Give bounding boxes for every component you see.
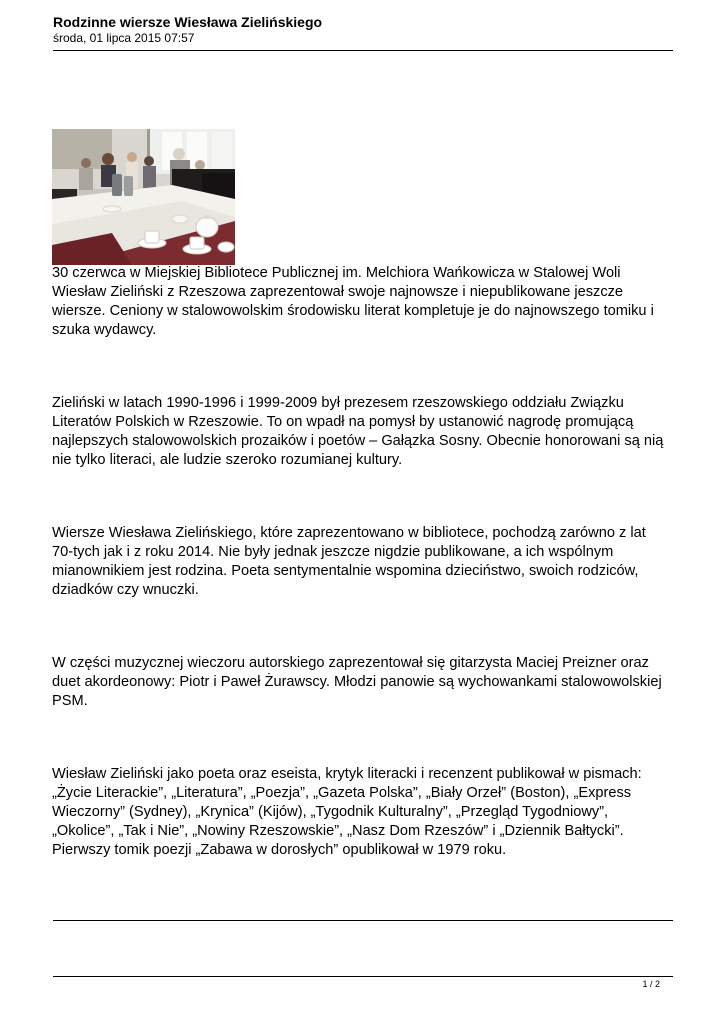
text-line: „Życie Literackie”, „Literatura”, „Poezja”, „Gazeta Polska”, „Biały Orzeł” (Boston), „Express (52, 785, 632, 801)
text-line: szuka wydawcy. (52, 322, 157, 338)
page-title: Rodzinne wiersze Wiesława Zielińskiego (53, 14, 323, 30)
text-line: Wiesław Zieliński z Rzeszowa zaprezentował swoje najnowsze i niepublikowane jeszcze (52, 284, 624, 300)
text-line: „Okolice”, „Tak i Nie”, „Nowiny Rzeszowskie”, „Nasz Dom Rzeszów” i „Dziennik Bałtycki”. (52, 823, 624, 839)
text-line: Pierwszy tomik poezji „Zabawa w dorosłych” opublikował w 1979 roku. (52, 842, 507, 858)
text-line: nie tylko literaci, ale ludzie szeroko rozumianej kultury. (52, 452, 403, 468)
text-line: 70-tych jak i z roku 2014. Nie były jednak jeszcze nigdzie publikowane, a ich wspólnym (52, 544, 614, 560)
text-line: duet akordeonowy: Piotr i Paweł Żurawscy. Młodzi panowie są wychowankami stalowowolskiej (52, 674, 662, 690)
text-line: najlepszych stalowowolskich prozaików i poetów – Gałązka Sosny. Obecnie honorowani są nią (52, 433, 664, 449)
text-line: Wiersze Wiesława Zielińskiego, które zaprezentowano w bibliotece, pochodzą zarówno z lat (52, 525, 646, 541)
event-photo-icon (52, 129, 235, 265)
paragraph-author-bio (52, 394, 674, 470)
paragraph-poems (52, 524, 674, 600)
header-divider (53, 50, 673, 51)
text-line: 30 czerwca w Miejskiej Bibliotece Publicznej im. Melchiora Wańkowicza w Stalowej Woli (52, 265, 621, 281)
text-line: dziadków czy wnuczki. (52, 582, 199, 598)
page-header (53, 14, 673, 46)
footer-divider (53, 976, 673, 977)
text-line: wiersze. Ceniony w stalowowolskim środowisku literat kompletuje je do najnowszego tomiku i (52, 303, 654, 319)
text-line: Wiesław Zieliński jako poeta oraz eseista, krytyk literacki i recenzent publikował w pismach: (52, 766, 642, 782)
publish-date: środa, 01 lipca 2015 07:57 (53, 31, 195, 45)
text-line: PSM. (52, 693, 88, 709)
paragraph-publications (52, 765, 674, 860)
text-line: mianownikiem jest rodzina. Poeta sentymentalnie wspomina dzieciństwo, swoich rodziców, (52, 563, 639, 579)
article-body (52, 264, 674, 914)
text-line: Wieczorny” (Sydney), „Krynica” (Kijów), „Tygodnik Kulturalny”, „Przegląd Tygodniowy”, (52, 804, 609, 820)
paragraph-music (52, 654, 674, 711)
text-line: Zieliński w latach 1990-1996 i 1999-2009 był prezesem rzeszowskiego oddziału Związku (52, 395, 624, 411)
text-line: W części muzycznej wieczoru autorskiego zaprezentował się gitarzysta Maciej Preizner oraz (52, 655, 649, 671)
paragraph-event-intro (52, 264, 674, 340)
content-divider (53, 920, 673, 921)
text-line: Literatów Polskich w Rzeszowie. To on wpadł na pomysł by ustanowić nagrodę promującą (52, 414, 634, 430)
page-number: 1 / 2 (642, 979, 660, 989)
